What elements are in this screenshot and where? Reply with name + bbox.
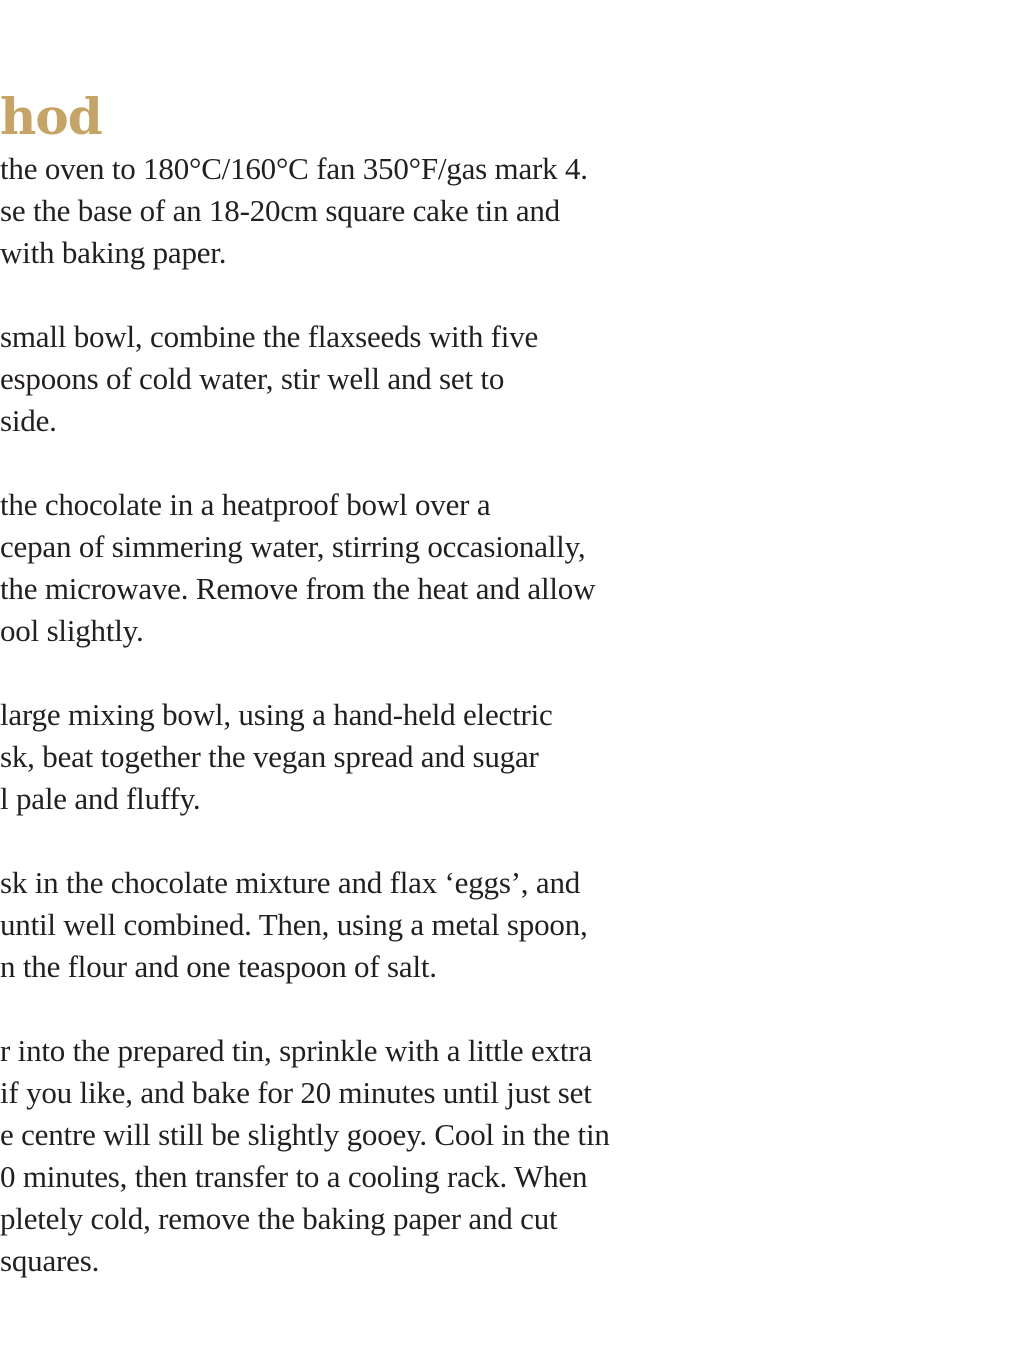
method-steps: [0, 148, 700, 1324]
step-line: sk, beat together the vegan spread and sugar: [0, 739, 539, 774]
step-line: with baking paper.: [0, 235, 227, 270]
step-line: side.: [0, 403, 57, 438]
step-line: se the base of an 18-20cm square cake tin and: [0, 193, 560, 228]
method-step-2: [0, 316, 700, 442]
step-line: ool slightly.: [0, 613, 144, 648]
step-line: large mixing bowl, using a hand-held electric: [0, 697, 553, 732]
step-line: pletely cold, remove the baking paper and cut: [0, 1201, 558, 1236]
step-line: the oven to 180°C/160°C fan 350°F/gas mark 4.: [0, 151, 588, 186]
step-line: l pale and fluffy.: [0, 781, 201, 816]
method-step-4: [0, 694, 700, 820]
step-line: sk in the chocolate mixture and flax ‘eggs’, and: [0, 865, 581, 900]
step-line: if you like, and bake for 20 minutes until just set: [0, 1075, 592, 1110]
method-step-3: [0, 484, 700, 652]
step-line: n the flour and one teaspoon of salt.: [0, 949, 437, 984]
step-line: r into the prepared tin, sprinkle with a little extra: [0, 1033, 592, 1068]
step-line: espoons of cold water, stir well and set to: [0, 361, 505, 396]
step-line: cepan of simmering water, stirring occasionally,: [0, 529, 586, 564]
method-step-6: [0, 1030, 700, 1282]
method-step-1: [0, 148, 700, 274]
method-step-5: [0, 862, 700, 988]
step-line: until well combined. Then, using a metal spoon,: [0, 907, 588, 942]
step-line: squares.: [0, 1243, 100, 1278]
method-heading: hod: [0, 87, 102, 146]
step-line: 0 minutes, then transfer to a cooling rack. When: [0, 1159, 588, 1194]
step-line: e centre will still be slightly gooey. Cool in the tin: [0, 1117, 610, 1152]
step-line: the microwave. Remove from the heat and allow: [0, 571, 596, 606]
step-line: the chocolate in a heatproof bowl over a: [0, 487, 491, 522]
step-line: small bowl, combine the flaxseeds with five: [0, 319, 539, 354]
